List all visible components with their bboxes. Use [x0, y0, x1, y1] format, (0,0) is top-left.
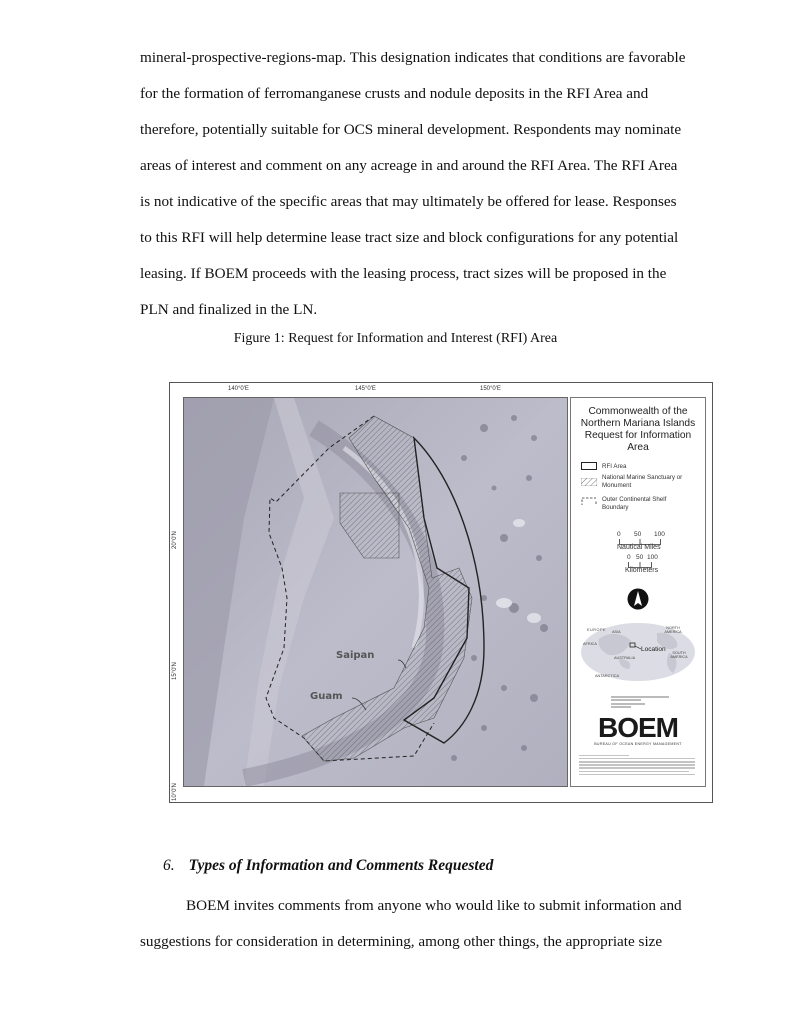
legend-item-sanctuary: National Marine Sanctuary or Monument: [602, 474, 683, 489]
map-sources-notes: [579, 753, 697, 777]
legend-title: [571, 406, 705, 454]
longitude-label: 145°0'E: [355, 386, 376, 392]
body-paragraph-bottom: [140, 888, 700, 960]
legend-title-line: Area: [627, 442, 649, 453]
place-label-saipan: Saipan: [336, 650, 375, 661]
scale-tick: 50: [636, 554, 644, 561]
scale-tick: 0: [617, 531, 621, 538]
scale-unit-nautical: Nautical Miles: [617, 544, 661, 551]
longitude-label: 150°0'E: [480, 386, 501, 392]
legend-title-line: Commonwealth of the: [588, 406, 688, 417]
text-line: mineral-prospective-regions-map. This designation indicates that conditions are favorable: [140, 49, 686, 66]
section-number: 6.: [163, 857, 175, 874]
north-arrow-icon: [627, 588, 649, 610]
scale-unit-km: Kilometers: [625, 567, 659, 574]
sanctuary-hatch-symbol-icon: [581, 478, 597, 486]
legend-item-rfi-area: RFI Area: [602, 463, 627, 470]
body-paragraph-top: [140, 40, 700, 328]
location-callout: Location: [641, 646, 666, 653]
continent-label: ANTARCTICA: [595, 674, 619, 678]
figure-caption: Figure 1: Request for Information and Interest (RFI) Area: [233, 331, 558, 346]
latitude-label: 20°0'N: [172, 531, 178, 549]
rfi-area-symbol-icon: [581, 462, 597, 470]
map-metadata-block: [611, 694, 671, 710]
text-line: for the formation of ferromanganese crusts and nodule deposits in the RFI Area and: [140, 85, 649, 102]
legend-item-ocs-boundary: Outer Continental Shelf Boundary: [602, 496, 667, 511]
map-graphic: [184, 398, 567, 786]
section-heading: [163, 857, 493, 875]
longitude-label: 140°0'E: [228, 386, 249, 392]
legend-title-line: Request for Information: [584, 430, 692, 441]
legend-title-line: Northern Mariana Islands: [580, 418, 696, 429]
continent-label: NORTH AMERICA: [664, 626, 682, 634]
scale-tick: 100: [647, 554, 658, 561]
text-line: leasing. If BOEM proceeds with the leasing process, tract sizes will be proposed in the: [140, 265, 667, 282]
text-line: is not indicative of the specific areas that may ultimately be offered for lease. Responses: [140, 193, 677, 210]
latitude-label: 15°0'N: [172, 662, 178, 680]
figure-frame: [169, 382, 713, 803]
scale-tick: 0: [627, 554, 631, 561]
boem-logo: [571, 714, 705, 746]
continent-label: ASIA: [612, 630, 621, 634]
text-line: PLN and finalized in the LN.: [140, 301, 318, 318]
scale-tick: 50: [634, 531, 642, 538]
section-title: Types of Information and Comments Requested: [188, 857, 494, 874]
text-line: therefore, potentially suitable for OCS mineral development. Respondents may nominate: [140, 121, 682, 138]
text-line: BOEM invites comments from anyone who would like to submit information and: [186, 897, 682, 914]
latitude-label: 10°0'N: [172, 783, 178, 801]
text-line: to this RFI will help determine lease tract size and block configurations for any potential: [140, 229, 679, 246]
continent-label: AUSTRALIA: [614, 656, 636, 660]
boem-logo-subtitle: BUREAU OF OCEAN ENERGY MANAGEMENT: [594, 742, 682, 746]
bathymetry-map: [183, 397, 568, 787]
text-line: areas of interest and comment on any acreage in and around the RFI Area. The RFI Area: [140, 157, 678, 174]
scale-tick: 100: [654, 531, 665, 538]
continent-label: EUROPE: [587, 628, 607, 632]
continent-label: AFRICA: [583, 642, 597, 646]
map-legend: [570, 397, 706, 787]
boem-logo-text: BOEM: [598, 712, 678, 743]
continent-label: SOUTH AMERICA: [670, 651, 688, 659]
text-line: suggestions for consideration in determining, among other things, the appropriate size: [140, 933, 663, 950]
place-label-guam: Guam: [310, 691, 343, 702]
ocs-boundary-symbol-icon: [581, 497, 597, 505]
